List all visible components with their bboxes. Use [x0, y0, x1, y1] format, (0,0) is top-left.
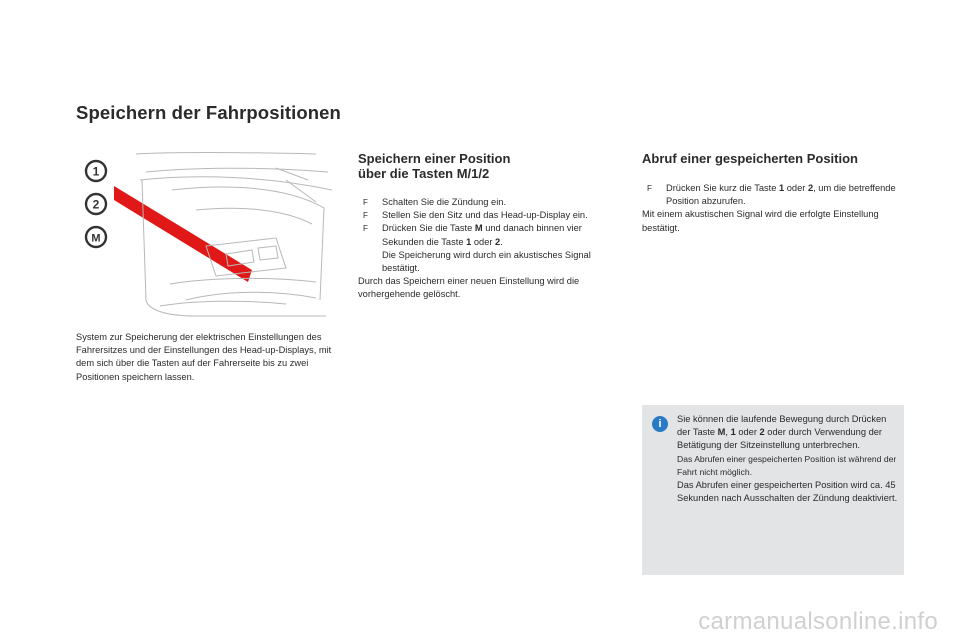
recall-confirmation: Mit einem akustischen Signal wird die erfolgte Einstellung bestätigt.: [642, 209, 879, 233]
watermark: carmanualsonline.info: [698, 608, 938, 635]
save-step: F Drücken Sie die Taste M und danach binnen vier Sekunden die Taste 1 oder 2. Die Speicherung wird durch ein akustisches Signal bestätigt.: [363, 223, 591, 274]
recall-steps-list: [642, 182, 904, 208]
recall-instructions: [642, 182, 904, 235]
info-box: [642, 405, 904, 575]
bullet-mark: F: [363, 198, 368, 207]
svg-text:2: 2: [92, 197, 100, 212]
bullet-mark: F: [363, 211, 368, 221]
memory-button-1: [86, 161, 106, 181]
section-heading-recall: Abruf einer gespeicherten Position: [642, 151, 858, 166]
seat-memory-illustration: [76, 150, 332, 320]
section-heading-save: [358, 151, 618, 181]
info-icon: i: [652, 416, 668, 432]
save-instructions: [358, 196, 620, 302]
svg-text:1: 1: [92, 164, 100, 179]
heading-line-2: über die Tasten M/1/2: [358, 166, 490, 181]
recall-step: F Drücken Sie kurz die Taste 1 oder 2, um die betreffende Position abzurufen.: [647, 183, 896, 207]
system-description: System zur Speicherung der elektrischen Einstellungen des Fahrersitzes und der Einstellungen des Head-up-Displays, mit dem sich über die Tasten auf der Fahrerseite bis zu zwei Positionen speichern lassen.: [76, 332, 332, 382]
info-paragraph-2: Das Abrufen einer gespeicherten Position ist während der Fahrt nicht möglich.: [677, 453, 897, 477]
save-footer-note: Durch das Speichern einer neuen Einstellung wird die vorhergehende gelöscht.: [358, 276, 580, 300]
bullet-mark: F: [363, 224, 368, 234]
info-text: [677, 413, 899, 505]
save-step: F Schalten Sie die Zündung ein.: [358, 196, 620, 209]
memory-button-m: [86, 227, 106, 247]
info-paragraph-3: Das Abrufen einer gespeicherten Position wird ca. 45 Sekunden nach Ausschalten der Zündung deaktiviert.: [677, 480, 898, 504]
page-title: Speichern der Fahrpositionen: [76, 102, 341, 123]
heading-line-1: Speichern einer Position: [358, 151, 511, 166]
bullet-mark: F: [647, 184, 652, 193]
red-pointer: [114, 186, 252, 282]
memory-button-2: [86, 194, 106, 214]
save-step: F Stellen Sie den Sitz und das Head-up-Display ein.: [358, 209, 620, 222]
info-paragraph-1: Sie können die laufende Bewegung durch Drücken der Taste M, 1 oder 2 oder durch Verwendung der Betätigung der Sitzeinstellung unterbrechen.: [677, 414, 887, 451]
save-steps-list: [358, 196, 620, 275]
svg-text:M: M: [91, 232, 101, 245]
